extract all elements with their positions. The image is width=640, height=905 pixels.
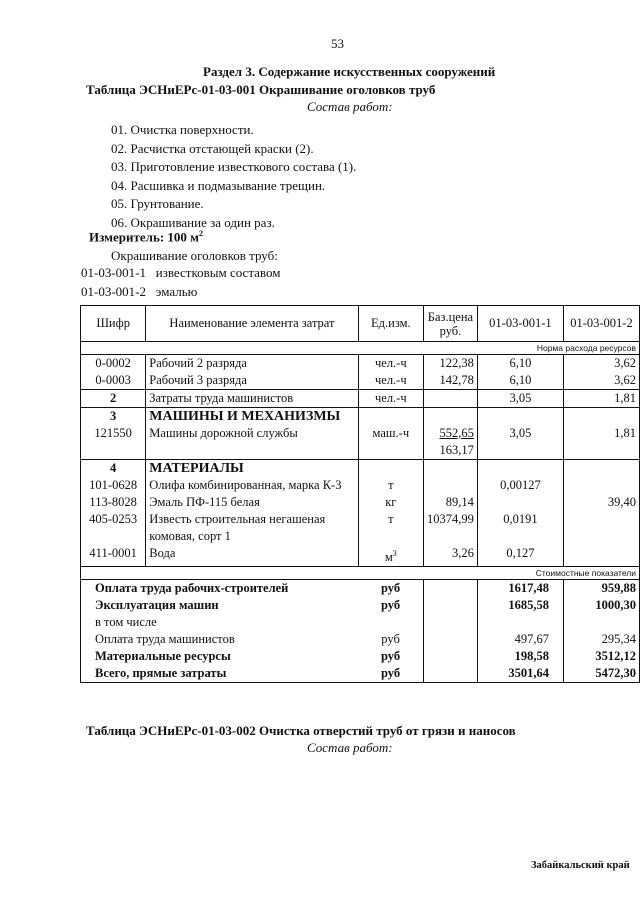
cell-v2: 3,62 [563,355,639,373]
table-row [81,545,640,567]
cell-v2 [563,545,639,567]
total-v1: 3501,64 [477,665,563,683]
variant [81,265,280,281]
cell-price: 142,78 [424,372,478,390]
table-header [81,306,640,342]
price-line: 552,65 [439,426,474,440]
variant-code: 01-03-001-2 [81,284,146,299]
table-row [81,372,640,390]
cell-name: Рабочий 2 разряда [146,355,358,373]
cell-code: 0-0002 [81,355,146,373]
total-name: Оплата труда рабочих-строителей [81,580,359,598]
cell-v2: 1,81 [563,390,639,408]
total-unit: руб [381,649,401,664]
cell-v1: 3,05 [477,425,563,460]
cell-unit: чел.-ч [358,355,423,373]
table-row [81,425,640,460]
work-item: 03. Приготовление известкового состава (1). [111,159,357,174]
total-row [81,597,640,614]
total-unit: руб [381,598,401,613]
work-item: 02. Расчистка отстающей краски (2). [111,140,314,156]
total-v2: 3512,12 [563,648,639,665]
intro: Окрашивание оголовков труб: [111,248,278,263]
cell-v1: 3,05 [477,390,563,408]
header-cell: Шифр [81,306,146,342]
measure [89,229,203,245]
cell-v1: 0,00127 [477,477,563,494]
cell-name: Машины дорожной службы [146,425,358,460]
cell-price: 3,26 [424,545,478,567]
total-v2: 5472,30 [563,665,639,683]
cell-code: 411-0001 [81,545,146,567]
cell-code: 113-8028 [81,494,146,511]
cell-v2: 39,40 [563,494,639,511]
footer-region: Забайкальский край [531,860,630,871]
total-row [81,665,640,683]
cell-price: 10374,99 [424,511,478,545]
section-title: Раздел 3. Содержание искусственных сооружений [203,64,496,79]
cell-v1: 6,10 [477,355,563,373]
page-number: 53 [331,36,344,51]
measure-sup: 2 [199,229,204,238]
total-v1: 497,67 [477,631,563,648]
cell-name: Затраты труда машинистов [146,390,358,408]
name-line: Известь строительная негашеная [149,512,326,526]
measure-text: Измеритель: 100 м [89,229,200,245]
header-cell: Наименование элемента затрат [146,306,358,342]
cell-v1: 0,0191 [477,511,563,545]
total-row [81,580,640,598]
table-row [81,494,640,511]
table-row [81,477,640,494]
cell-name: Вода [146,545,358,567]
cost-note: Стоимостные показатели [81,567,640,580]
table1-title: Таблица ЭСНиЕРс-01-03-001 Окрашивание оголовков труб [86,82,436,97]
cell-v2: 3,62 [563,372,639,390]
cell-price [424,390,478,408]
total-name: Оплата труда машинистов [81,631,359,648]
table-row [81,390,640,408]
norm-note: Норма расхода ресурсов [81,342,640,355]
price-line: 163,17 [439,443,474,457]
cell-name [146,511,358,545]
cell-code: 121550 [81,425,146,460]
cell-v1 [477,494,563,511]
works-list [111,121,356,232]
cell-unit: чел.-ч [358,372,423,390]
work-item: 04. Расшивка и подмазывание трещин. [111,177,326,193]
cell-price: 122,38 [424,355,478,373]
total-row [81,614,640,631]
table-row [81,355,640,373]
cell-v1: 0,127 [477,545,563,567]
header-cell: 01-03-001-1 [477,306,563,342]
unit-sup: 3 [392,549,397,558]
cell-price [424,477,478,494]
cell-code: 2 [81,390,146,408]
header-cell: 01-03-001-2 [563,306,639,342]
work-item: 05. Грунтование. [111,196,204,211]
cell-unit [358,545,423,567]
total-v1: 198,58 [477,648,563,665]
total-unit: руб [358,665,423,683]
cell-v1: 6,10 [477,372,563,390]
header-cell: Ед.изм. [358,306,423,342]
total-row [81,648,640,665]
total-unit: руб [381,632,400,647]
cell-unit: т [358,477,423,494]
total-unit: руб [381,581,401,596]
cell-code: 405-0253 [81,511,146,545]
total-v2: 295,34 [563,631,639,648]
cell-unit: чел.-ч [358,390,423,408]
cell-v2 [563,477,639,494]
cell-v2: 1,81 [563,425,639,460]
section-row [81,408,640,426]
total-v1: 1685,58 [477,597,563,614]
cell-price [424,425,478,460]
cell-code: 0-0003 [81,372,146,390]
total-v1: 1617,48 [477,580,563,598]
works-heading: Состав работ: [307,99,393,114]
total-name: Эксплуатация машин [81,597,359,614]
total-row [81,631,640,648]
table-row [81,511,640,545]
cell-name: Олифа комбинированная, марка К-3 [146,477,358,494]
cell-price: 89,14 [424,494,478,511]
cell-name: Рабочий 3 разряда [146,372,358,390]
cell-code: 4 [81,460,146,478]
work-item: 06. Окрашивание за один раз. [111,214,275,230]
works-heading-2: Состав работ: [307,740,393,755]
total-v2: 959,88 [563,580,639,598]
table2-title: Таблица ЭСНиЕРс-01-03-002 Очистка отверстий труб от грязи и наносов [86,723,516,738]
cell-v2 [563,511,639,545]
resource-table [80,305,640,683]
name-line: комовая, сорт 1 [149,529,231,543]
cell-unit: кг [358,494,423,511]
total-name: Материальные ресурсы [81,648,359,665]
cell-code: 3 [81,408,146,426]
section-row [81,460,640,478]
cell-code: 101-0628 [81,477,146,494]
variant [81,284,197,300]
total-v2: 1000,30 [563,597,639,614]
total-name: в том числе [81,614,359,631]
variant-code: 01-03-001-1 [81,265,146,280]
total-name: Всего, прямые затраты [81,665,359,683]
variant-name: эмалью [155,284,198,299]
unit-text: м [384,550,393,565]
cell-unit: маш.-ч [358,425,423,460]
work-item: 01. Очистка поверхности. [111,122,254,137]
cell-name: МАТЕРИАЛЫ [146,460,358,478]
header-cell: Баз.цена руб. [424,306,478,342]
variant-name: известковым составом [155,265,281,280]
cell-unit: т [358,511,423,545]
cell-name: МАШИНЫ И МЕХАНИЗМЫ [146,408,358,426]
cell-name: Эмаль ПФ-115 белая [146,494,358,511]
